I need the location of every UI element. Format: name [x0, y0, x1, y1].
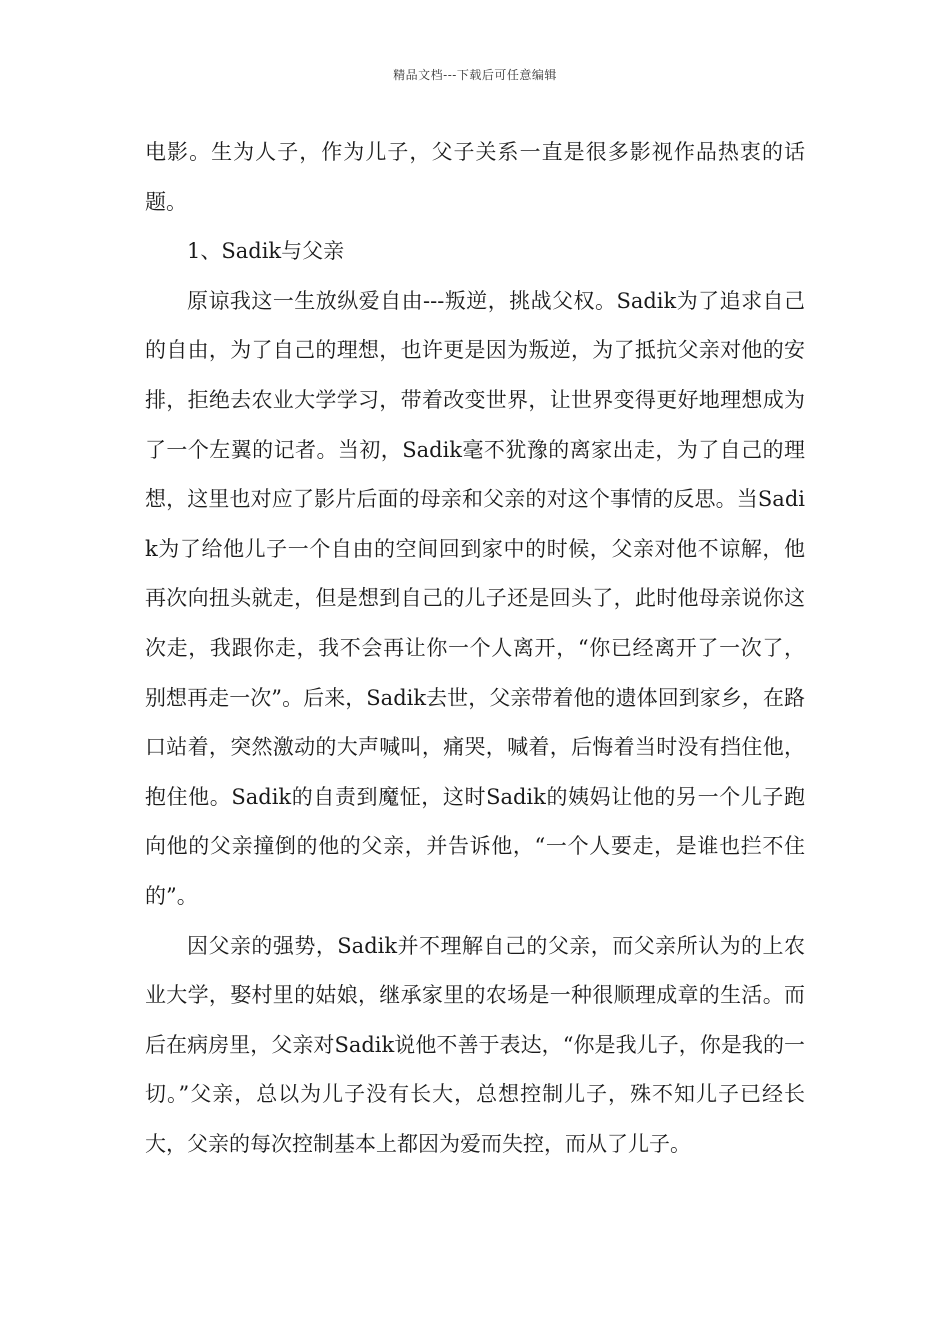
document-body	[145, 128, 805, 1169]
page-header: 精品文档---下载后可任意编辑	[393, 68, 557, 82]
section-heading: 1、Sadik与父亲	[187, 239, 345, 264]
paragraph-2: 原谅我这一生放纵爱自由---叛逆，挑战父权。Sadik为了追求自己的自由，为了自己的理想，也许更是因为叛逆，为了抵抗父亲对他的安排，拒绝去农业大学学习，带着改变世界，让世界变得更好地理想成为了一个左翼的记者。当初，Sadik毫不犹豫的离家出走，为了自己的理想，这里也对应了影片后面的母亲和父亲的对这个事情的反思。当Sadik为了给他儿子一个自由的空间回到家中的时候，父亲对他不谅解，他再次向扭头就走，但是想到自己的儿子还是回头了，此时他母亲说你这次走，我跟你走，我不会再让你一个人离开，“你已经离开了一次了，别想再走一次”。后来，Sadik去世，父亲带着他的遗体回到家乡，在路口站着，突然激动的大声喊叫，痛哭，喊着，后悔着当时没有挡住他，抱住他。Sadik的自责到魔怔，这时Sadik的姨妈让他的另一个儿子跑向他的父亲撞倒的他的父亲，并告诉他，“一个人要走，是谁也拦不住的”。	[145, 288, 805, 908]
paragraph-1: 电影。生为人子，作为儿子，父子关系一直是很多影视作品热衷的话题。	[145, 140, 805, 214]
paragraph-3: 因父亲的强势，Sadik并不理解自己的父亲，而父亲所认为的上农业大学，娶村里的姑娘，继承家里的农场是一种很顺理成章的生活。而后在病房里，父亲对Sadik说他不善于表达，“你是我儿子，你是我的一切。”父亲，总以为儿子没有长大，总想控制儿子，殊不知儿子已经长大，父亲的每次控制基本上都因为爱而失控，而从了儿子。	[145, 933, 805, 1156]
